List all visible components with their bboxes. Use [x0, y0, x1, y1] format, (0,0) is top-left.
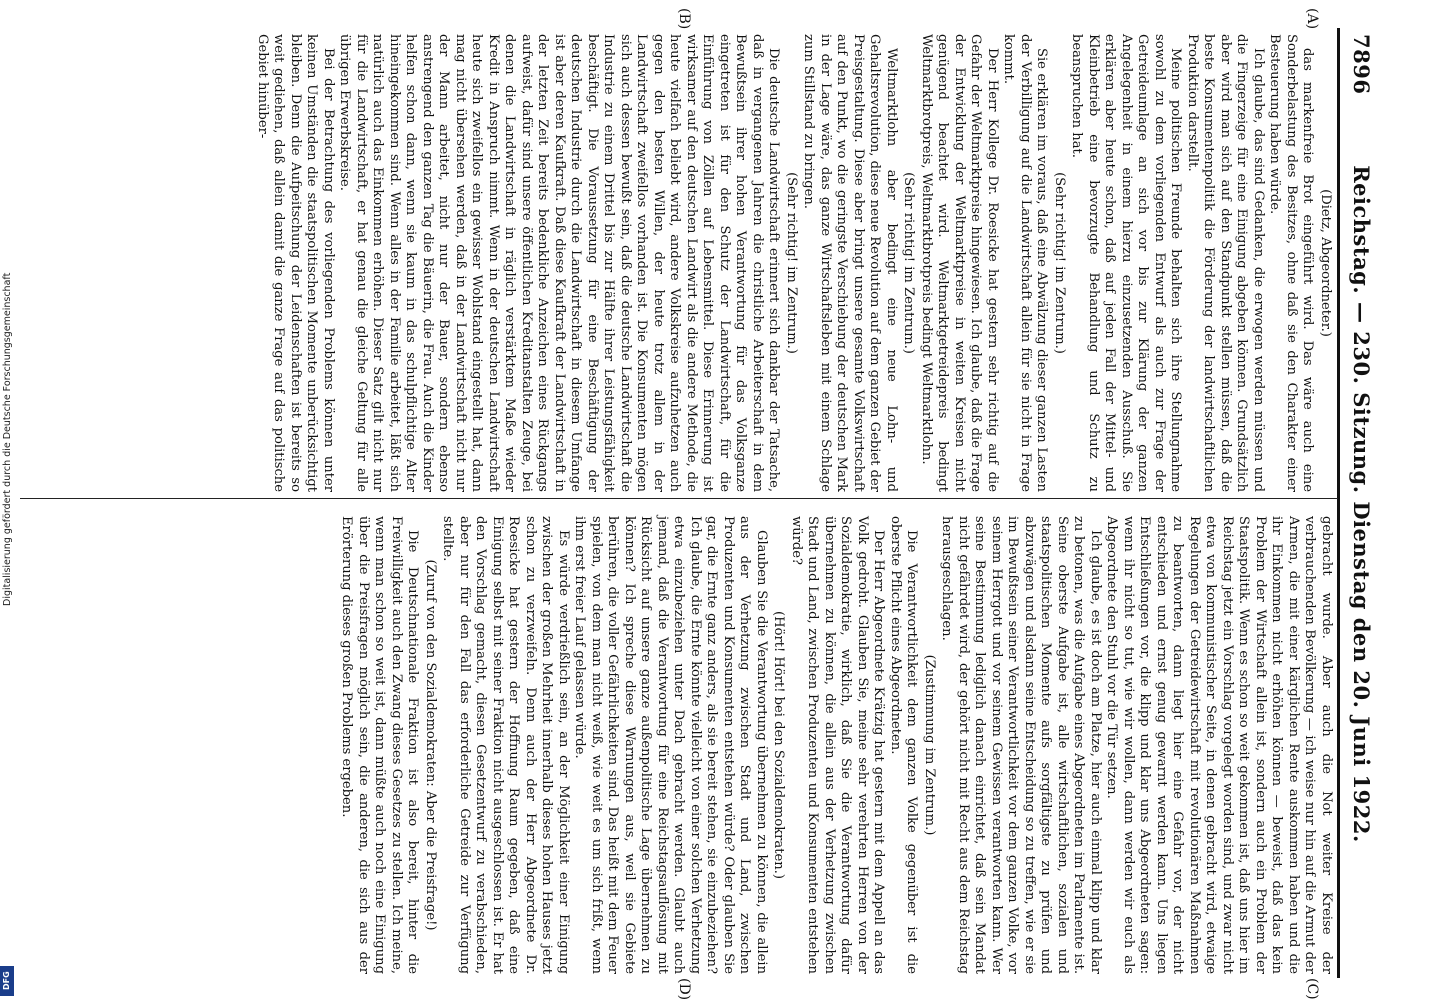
digitization-attribution: Digitalisierung gefördert durch die Deutsche Forschungsgemeinschaft [2, 272, 13, 606]
paragraph: Die Verantwortlichkeit dem ganzen Volke gegenüber ist die oberste Pflicht eines Abgeordneten. [888, 516, 920, 974]
margin-marker-a: (A) [1304, 8, 1320, 30]
paragraph: Es würde verdrießlich sein, an der Möglichkeit einer Einigung zwischen der großen Mehrheit innerhalb dieses hohen Hauses jetzt schon zu verzweifeln. Denn auch der Herr Abgeordnete Dr. Roesicke hat gestern der Hoffnung Raum gegeben, daß eine Einigung selbst mit seiner Fraktion nicht ausgeschlossen ist. Er hat den Vorschlag gemacht, diesen Gesetzentwurf zu verabschieden, aber nur für den Fall das erforderliche Getreide zur Verfügung stellte. [440, 516, 571, 974]
paragraph: Sie erklären im voraus, daß eine Abwälzung dieser ganzen Lasten der Verbilligung auf die Landwirtschaft allein für sie nicht in Frage kommt. [1001, 34, 1050, 492]
paragraph: Der Herr Kollege Dr. Roesicke hat gestern sehr richtig auf die Gefahr der Weltmarktpreise hingewiesen. Ich glaube, daß die Frage der Entwicklung der Weltmarktpreise in weiten Kreisen nicht genügend beachtet wird. Weltmarktgetreidepreis bedingt Weltmarktbrotpreis, Weltmarktbrotpreis bedingt Weltmarktlohn. [919, 34, 1000, 492]
interjection: (Zuruf von den Sozialdemokraten: Aber die Preisfrage!) [423, 559, 438, 931]
paragraph: gebracht wurde. Aber auch die Not weiter Kreise der verbrauchenden Bevölkerung — ich weise nur hin auf die Armut der Armen, die mit einer kärglichen Rente auskommen haben und die ihr Einkommen nicht erhöhen können — beweist, daß das kein Problem der Wirtschaft allein ist, sondern auch ein Problem der Staatspolitik. Wenn es schon so weit gekommen ist, daß uns hier im Reichstag jetzt ein Vorschlag vorgelegt worden sind, und zwar nicht etwa von kommunistischer Seite, in denen gebracht wird, etwaige Regelungen der Getreidewirtschaft mit revolutionären Maßnahmen zu beantworten, dann liegt hier eine Gefahr vor, der nicht entschieden und ernst genug gewarnt werden kann. Uns liegen Entschließungen vor, die klipp und klar uns Abgeordneten sagen: wenn ihr nicht so tut, wie wir wollen, dann werden wir euch als Abgeordnete den Stuhl vor die Tür setzen. [1104, 516, 1334, 974]
margin-marker-c: (C) [1304, 978, 1320, 1000]
paragraph: Bei der Betrachtung des vorliegenden Problems können unter keinen Umständen die staatspolitischen Momente unberücksichtigt bleiben. Denn die Aufpeitschung der Leidenschaften ist bereits so weit gediehen, daß allein damit die ganze Frage auf das politische Gebiet hinüber- [255, 34, 336, 492]
paragraph: Meine politischen Freunde behalten sich ihre Stellungnahme sowohl zu dem vorliegenden Entwurf als auch zur Frage der Getreideumlage an sich vor bis zur Klärung der ganzen Angelegenheit in einem hierzu einzusetzenden Ausschuß. Sie erklären aber heute schon, daß auf jeden Fall der Mittel- und Kleinbetrieb eine bevorzugte Behandlung und Schutz zu beanspruchen hat. [1069, 34, 1184, 492]
interjection: (Hört! Hört! bei den Sozialdemokraten.) [771, 611, 787, 879]
margin-marker-d: (D) [676, 978, 692, 1000]
paragraph: das markenfreie Brot eingeführt wird. Das wäre auch eine Sonderbelastung des Besitzes, ohne daß sie den Charakter einer Besteuerung haben würde. [1267, 34, 1316, 492]
interjection: (Sehr richtig! im Zentrum.) [1052, 172, 1067, 354]
paragraph: Ich glaube, das sind Gedanken, die erwogen werden müssen und die Fingerzeige für eine Einigung abgeben können. Grundsätzlich aber wird man sich auf den Standpunkt stellen müssen, daß die beste Konsumentenpolitik die Förderung der landwirtschaftlichen Produktion darstellt. [1185, 34, 1266, 492]
paragraph: Weltmarktlohn aber bedingt eine neue Lohn- und Gehaltsrevolution, diese neue Revolution auf dem ganzen Gebiet der Preisgestaltung. Diese aber bringt unsere gesamte Volkswirtschaft auf den Punkt, wo die geringste Verschiebung der deutschen Mark in der Lage wäre, das ganze Wirtschaftsleben mit einem Schlage zum Stillstand zu bringen. [801, 34, 899, 492]
paragraph: Die Deutschnationale Fraktion ist also bereit, hinter die Freiwilligkeit auch den Zwang dieses Gesetzes zu stellen. Ich meine, wenn man schon so weit ist, dann müßte auch noch eine Einigung über die Preisfragen möglich sein, die anderen, die sich aus der Erörterung dieses großen Problems ergeben. [339, 516, 421, 974]
speaker-line: (Dietz, Abgeordneter.) [1318, 189, 1333, 337]
paragraph: Die deutsche Landwirtschaft erinnert sich dankbar der Tatsache, daß in vergangenen Jahren die christliche Arbeiterschaft in dem Bewußtsein ihrer hohen Verantwortung für das Volksganze eingetreten ist für den Schutz der Landwirtschaft, für die Einführung von Zöllen auf Lebensmittel. Diese Erinnerung ist wirksamer auf den deutschen Landwirt als die andere Methode, die heute vielfach beliebt wird, andere Volkskreise aufzuhetzen auch gegen den besten Willen, der heute trotz allem in der Landwirtschaft zweifellos vorhanden ist. Die Konsumenten mögen sich auch dessen bewußt sein, daß die deutsche Landwirtschaft die Industrie zu einem Drittel bis zur Hälfte ihrer Leistungsfähigkeit beschäftigt. Die Voraussetzung für eine Beschäftigung der deutschen Industrie durch die Landwirtschaft in diesem Umfange ist aber deren Kaufkraft. Daß diese Kaufkraft der Landwirtschaft in der letzten Zeit bereits bedenkliche Anzeichen eines Rückgangs aufweist, dafür sind unsere öffentlichen Kreditanstalten Zeuge, bei denen die Landwirtschaft in räglich verstärktem Maße wieder Kredit in Anspruch nimmt. Wenn in der deutschen Landwirtschaft heute sich zweifellos ein gewisser Wohlstand eingestellt hat, dann mag nicht übersehen werden, daß in der Landwirtschaft nicht nur der Mann arbeitet, nicht nur der Bauer, sondern ebenso anstrengend den ganzen Tag die Bäuerin, die Frau. Auch die Kinder helfen schon dann, wenn sie kaum in das schulpflichtige Alter hineingekommen sind. Wenn alles in der Familie arbeitet, läßt sich natürlich auch das Einkommen erhöhen. Dieser Satz gilt nicht nur für die Landwirtschaft, er hat genau die gleiche Geltung für alle übrigen Erwerbskreise. [337, 34, 782, 492]
left-column [254, 34, 1335, 492]
interjection: (Sehr richtig! im Zentrum.) [784, 172, 799, 354]
column-divider [20, 498, 1338, 499]
paragraph: Der Herr Abgeordnete Krätzig hat gestern mit dem Appell an das Volk gedroht. Glauben Sie, meine sehr verehrten Herren von der Sozialdemokratie, wirklich, daß Sie die Verantwortung dafür übernehmen zu können, die allein aus der Verhetzung zwischen Stadt und Land, zwischen Produzenten und Konsumenten entstehen würde? [789, 516, 887, 974]
paragraph: Glauben Sie die Verantwortung übernehmen zu können, die allein aus der Verhetzung zwischen Stadt und Land, zwischen Produzenten und Konsumenten entstehen würde? Oder glauben Sie gar, die Ernte ganz anders, als sie bereit stehen, sie einzubeziehen? Ich glaube, die Ernte könnte vielleicht von einer solchen Verhetzung etwa einzubeziehen unter Dach gebracht werden. Glaubt auch jemand, daß die Verantwortung für eine Reichstagsauflösung mit Rücksicht auf unsere ganze außenpolitische Lage übernehmen zu können? Ich spreche diese Warnungen aus, weil sie Gebiete berühren, die voller Gefährlichkeiten sind. Das heißt mit dem Feuer spielen, von dem man nicht weiß, wie weit es um sich frißt, wenn ihm erst freier Lauf gelassen würde. [572, 516, 769, 974]
interjection: (Zustimmung im Zentrum.) [922, 654, 937, 836]
margin-marker-b: (B) [676, 8, 692, 30]
page-title: Reichstag. — 230. Sitzung. Dienstag den 20. Juni 1922. [1349, 165, 1374, 843]
right-column [338, 516, 1334, 974]
dfg-logo: DFG [0, 966, 14, 996]
page-header [1344, 34, 1374, 974]
page-number: 7896 [1349, 34, 1374, 95]
interjection: (Sehr richtig! im Zentrum.) [901, 172, 917, 354]
header-rule [1337, 28, 1340, 978]
paragraph: Ich glaube, es ist doch am Platze, hier auch einmal klipp und klar zu betonen, was die Aufgabe eines Abgeordneten im Parlamente ist. Seine oberste Aufgabe ist, alle wirtschaftlichen, sozialen und staatspolitischen Momente aufs sorgfältigste zu prüfen und abzuwägen und alsdann seine Entscheidung so zu treffen, wie er sie im Bewußtsein seiner Verantwortlichkeit vor dem ganzen Volke, vor seinem Herrgott und vor seinem Gewissen verantworten kann. Wer seine Bestimmung lediglich danach einrichtet, daß sein Mandat nicht gefährdet wird, der gehört nicht mit Recht aus dem Reichstag herausgeschlagen. [939, 516, 1103, 974]
